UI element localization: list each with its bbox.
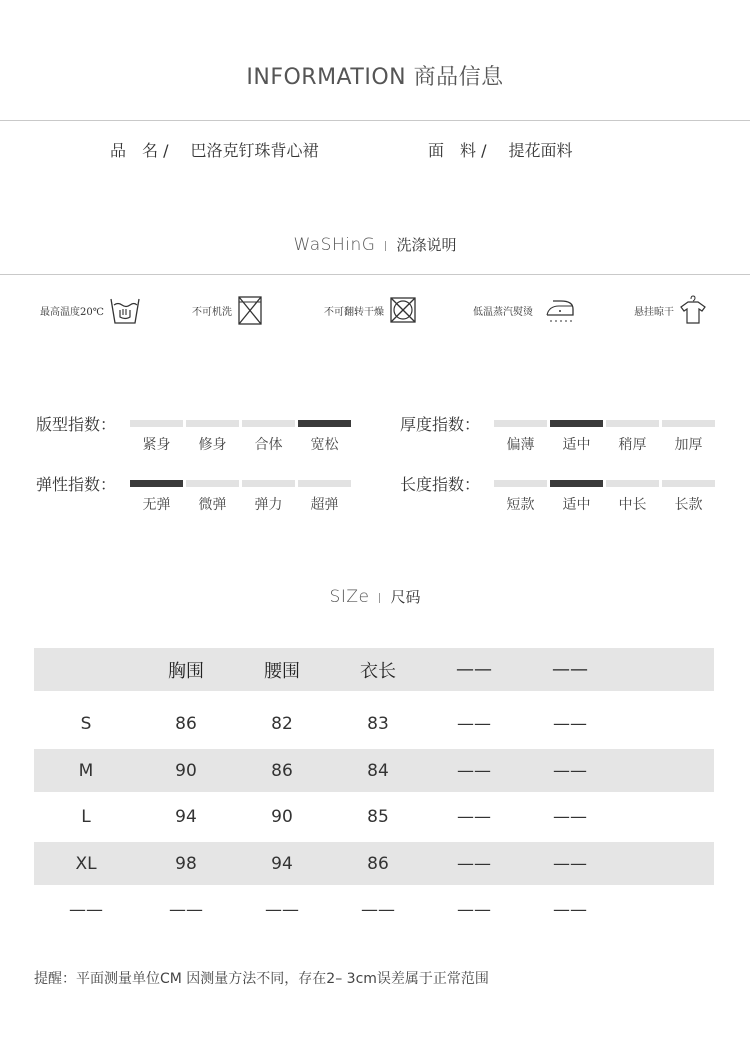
table-cell: S bbox=[80, 714, 92, 734]
index-bars bbox=[494, 480, 715, 487]
index-options bbox=[130, 434, 351, 454]
index-option: 适中 bbox=[562, 437, 591, 453]
table-cell: —— bbox=[361, 900, 395, 920]
index-bar bbox=[242, 480, 295, 487]
index-bar bbox=[662, 480, 715, 487]
table-cell: —— bbox=[457, 714, 491, 734]
wash-item bbox=[634, 290, 708, 330]
column-header: —— bbox=[522, 648, 618, 691]
wash-tub-icon bbox=[108, 293, 142, 327]
product-name-row bbox=[110, 138, 319, 161]
page-title: INFORMATION 商品信息 bbox=[246, 65, 504, 90]
index-bar bbox=[606, 420, 659, 427]
index-name: 弹性指数： bbox=[36, 475, 117, 494]
column-header: —— bbox=[426, 648, 522, 691]
table-row bbox=[34, 699, 714, 749]
index-bar bbox=[494, 480, 547, 487]
table-cell: —— bbox=[522, 842, 618, 885]
index-bar bbox=[494, 420, 547, 427]
column-header: 衣长 bbox=[330, 648, 426, 691]
column-header: 胸围 bbox=[138, 648, 234, 691]
table-header-row bbox=[34, 648, 714, 691]
index-options bbox=[494, 434, 715, 454]
wash-item-label: 不可机洗 bbox=[192, 306, 232, 318]
table-cell: —— bbox=[169, 900, 203, 920]
table-cell: 82 bbox=[271, 714, 293, 734]
index-bar bbox=[186, 480, 239, 487]
index-bar bbox=[606, 480, 659, 487]
table-cell: 98 bbox=[138, 842, 234, 885]
size-heading bbox=[0, 586, 750, 607]
wash-item-label: 最高温度20℃ bbox=[40, 306, 104, 318]
product-fabric-value: 提花面料 bbox=[508, 141, 573, 160]
wash-item bbox=[40, 290, 142, 330]
washing-heading-cn: 洗涤说明 bbox=[396, 236, 457, 254]
table-cell: 83 bbox=[367, 714, 389, 734]
heading-separator bbox=[379, 593, 380, 603]
index-bar bbox=[242, 420, 295, 427]
index-bars bbox=[494, 420, 715, 427]
index-bar-selected bbox=[130, 480, 183, 487]
index-option: 合体 bbox=[254, 437, 283, 453]
wash-item bbox=[324, 290, 418, 330]
table-cell: 86 bbox=[330, 842, 426, 885]
table-cell: 85 bbox=[367, 807, 389, 827]
index-name: 厚度指数： bbox=[400, 415, 481, 434]
index-option: 修身 bbox=[198, 437, 227, 453]
index-option: 偏薄 bbox=[506, 437, 535, 453]
index-option: 短款 bbox=[506, 497, 535, 513]
table-cell: 84 bbox=[330, 749, 426, 792]
table-cell: —— bbox=[457, 900, 491, 920]
table-cell: 86 bbox=[234, 749, 330, 792]
table-cell: L bbox=[81, 807, 91, 827]
product-name-value: 巴洛克钉珠背心裙 bbox=[190, 141, 319, 160]
table-row bbox=[34, 792, 714, 842]
column-header bbox=[34, 648, 138, 691]
table-row bbox=[34, 885, 714, 935]
table-cell: —— bbox=[426, 842, 522, 885]
column-header: 腰围 bbox=[234, 648, 330, 691]
size-table bbox=[34, 648, 714, 935]
index-option: 宽松 bbox=[310, 437, 339, 453]
table-cell: 94 bbox=[175, 807, 197, 827]
washing-heading-en: WaSHinG bbox=[293, 235, 376, 255]
index-option: 超弹 bbox=[310, 497, 339, 513]
size-heading-cn: 尺码 bbox=[390, 588, 421, 606]
index-options bbox=[130, 494, 351, 514]
index-bar-selected bbox=[550, 480, 603, 487]
table-cell: —— bbox=[553, 807, 587, 827]
table-cell: —— bbox=[457, 807, 491, 827]
index-option: 适中 bbox=[562, 497, 591, 513]
wash-item bbox=[192, 290, 264, 330]
index-options bbox=[494, 494, 715, 514]
column-header-blank bbox=[618, 648, 714, 691]
no-machine-wash-icon bbox=[236, 293, 264, 327]
index-bar-selected bbox=[298, 420, 351, 427]
product-fabric-label: 面 料 / bbox=[428, 141, 487, 160]
index-name: 版型指数： bbox=[36, 415, 117, 434]
index-bars bbox=[130, 480, 351, 487]
index-option: 无弹 bbox=[142, 497, 171, 513]
index-option: 长款 bbox=[674, 497, 703, 513]
index-bar bbox=[662, 420, 715, 427]
index-option: 中长 bbox=[618, 497, 647, 513]
index-name: 长度指数： bbox=[400, 475, 481, 494]
table-cell: 86 bbox=[175, 714, 197, 734]
index-bars bbox=[130, 420, 351, 427]
wash-item bbox=[473, 290, 577, 330]
table-cell: —— bbox=[522, 749, 618, 792]
table-cell: XL bbox=[34, 842, 138, 885]
washing-heading bbox=[0, 234, 750, 255]
table-cell: —— bbox=[553, 900, 587, 920]
wash-item-label: 不可翻转干燥 bbox=[324, 306, 384, 318]
index-bar bbox=[298, 480, 351, 487]
table-row bbox=[34, 749, 714, 792]
divider bbox=[0, 274, 750, 275]
table-cell: —— bbox=[553, 714, 587, 734]
table-cell: —— bbox=[69, 900, 103, 920]
product-fabric-row bbox=[428, 138, 573, 161]
divider bbox=[0, 120, 750, 121]
table-row bbox=[34, 842, 714, 885]
index-bar bbox=[186, 420, 239, 427]
index-bar bbox=[130, 420, 183, 427]
table-cell: M bbox=[34, 749, 138, 792]
index-option: 紧身 bbox=[142, 437, 171, 453]
index-bar-selected bbox=[550, 420, 603, 427]
wash-item-label: 悬挂晾干 bbox=[634, 306, 674, 318]
table-cell: —— bbox=[265, 900, 299, 920]
index-option: 加厚 bbox=[674, 437, 703, 453]
table-cell: 94 bbox=[234, 842, 330, 885]
heading-separator bbox=[385, 241, 386, 251]
measurement-note: 提醒：平面测量单位CM 因测量方法不同，存在2– 3cm误差属于正常范围 bbox=[34, 971, 489, 987]
index-option: 弹力 bbox=[254, 497, 283, 513]
no-tumble-dry-icon bbox=[388, 293, 418, 327]
steam-iron-icon bbox=[543, 293, 577, 327]
table-cell: 90 bbox=[271, 807, 293, 827]
index-option: 微弹 bbox=[198, 497, 227, 513]
table-cell: 90 bbox=[138, 749, 234, 792]
hang-dry-icon bbox=[678, 293, 708, 327]
size-heading-en: SIZe bbox=[329, 587, 370, 607]
wash-item-label: 低温蒸汽熨烫 bbox=[473, 306, 533, 318]
product-name-label: 品 名 / bbox=[110, 141, 169, 160]
table-cell: —— bbox=[426, 749, 522, 792]
index-option: 稍厚 bbox=[618, 437, 647, 453]
